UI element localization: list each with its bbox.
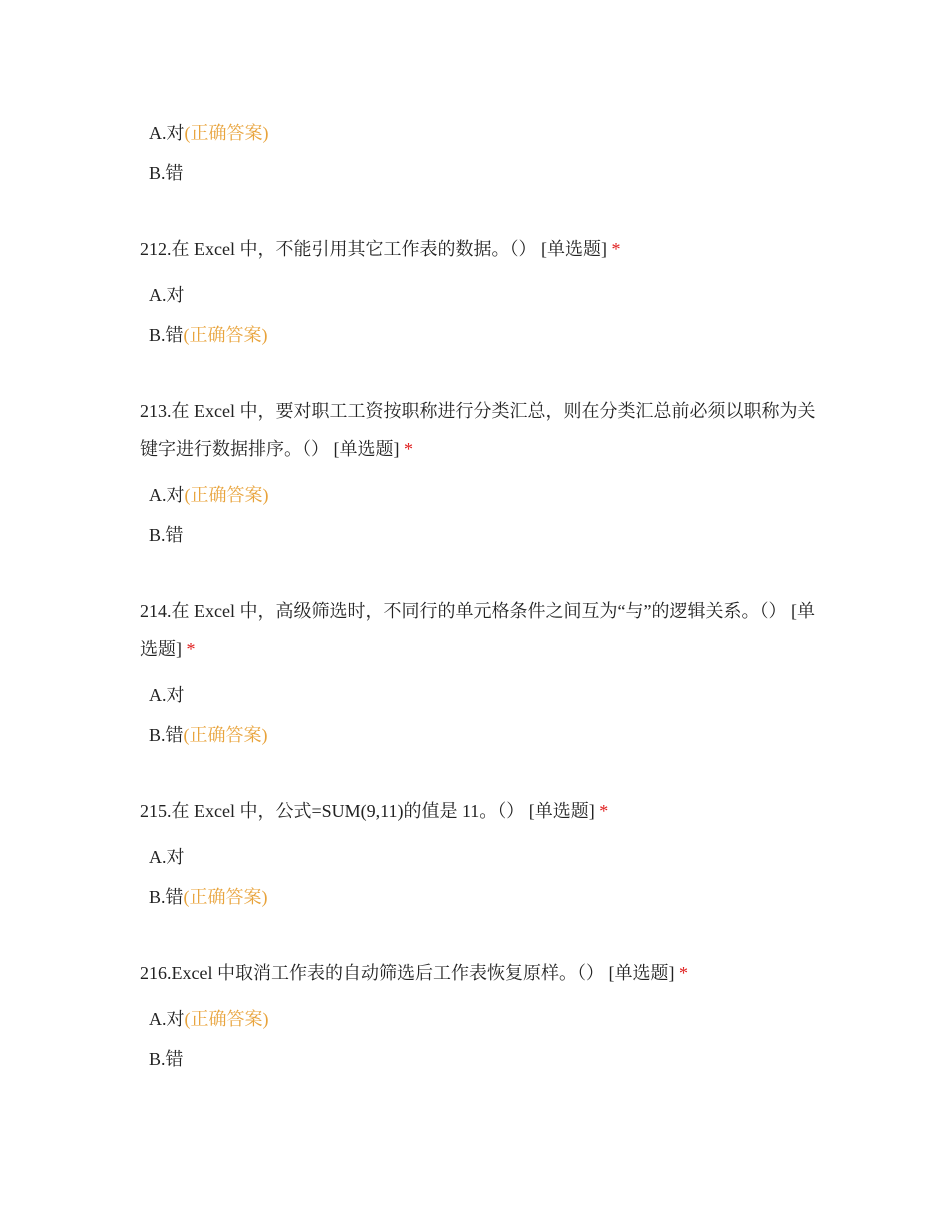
option-a: A.对 <box>149 285 185 305</box>
required-star: * <box>611 239 621 259</box>
correct-answer-label: (正确答案) <box>184 485 269 505</box>
required-star: * <box>186 639 196 659</box>
required-star: * <box>678 963 688 983</box>
question-212: 212.在 Excel 中，不能引用其它工作表的数据。（） [单选题] * <box>140 239 621 259</box>
option-b: B.错(正确答案) <box>149 325 268 345</box>
correct-answer-label: (正确答案) <box>183 725 268 745</box>
option-b: B.错 <box>149 525 184 545</box>
question-214: 214.在 Excel 中，高级筛选时，不同行的单元格条件之间互为“与”的逻辑关系。（） [单选题] * <box>140 601 815 659</box>
option-a: A.对(正确答案) <box>149 1009 269 1029</box>
question-215: 215.在 Excel 中，公式=SUM(9,11)的值是 11。（） [单选题] * <box>140 801 609 821</box>
option-a: A.对(正确答案) <box>149 485 269 505</box>
correct-answer-label: (正确答案) <box>184 1009 269 1029</box>
correct-answer-label: (正确答案) <box>183 887 268 907</box>
option-a: A.对 <box>149 685 185 705</box>
question-213: 213.在 Excel 中，要对职工工资按职称进行分类汇总，则在分类汇总前必须以职称为关键字进行数据排序。（） [单选题] * <box>140 401 816 459</box>
option-b: B.错 <box>149 1049 184 1069</box>
option-b: B.错 <box>149 163 184 183</box>
required-star: * <box>404 439 413 459</box>
question-216: 216.Excel 中取消工作表的自动筛选后工作表恢复原样。（） [单选题] * <box>140 963 688 983</box>
required-star: * <box>599 801 609 821</box>
option-b: B.错(正确答案) <box>149 887 268 907</box>
correct-answer-label: (正确答案) <box>183 325 268 345</box>
option-b: B.错(正确答案) <box>149 725 268 745</box>
correct-answer-label: (正确答案) <box>184 123 269 143</box>
option-a: A.对 <box>149 847 185 867</box>
option-a: A.对(正确答案) <box>149 123 269 143</box>
